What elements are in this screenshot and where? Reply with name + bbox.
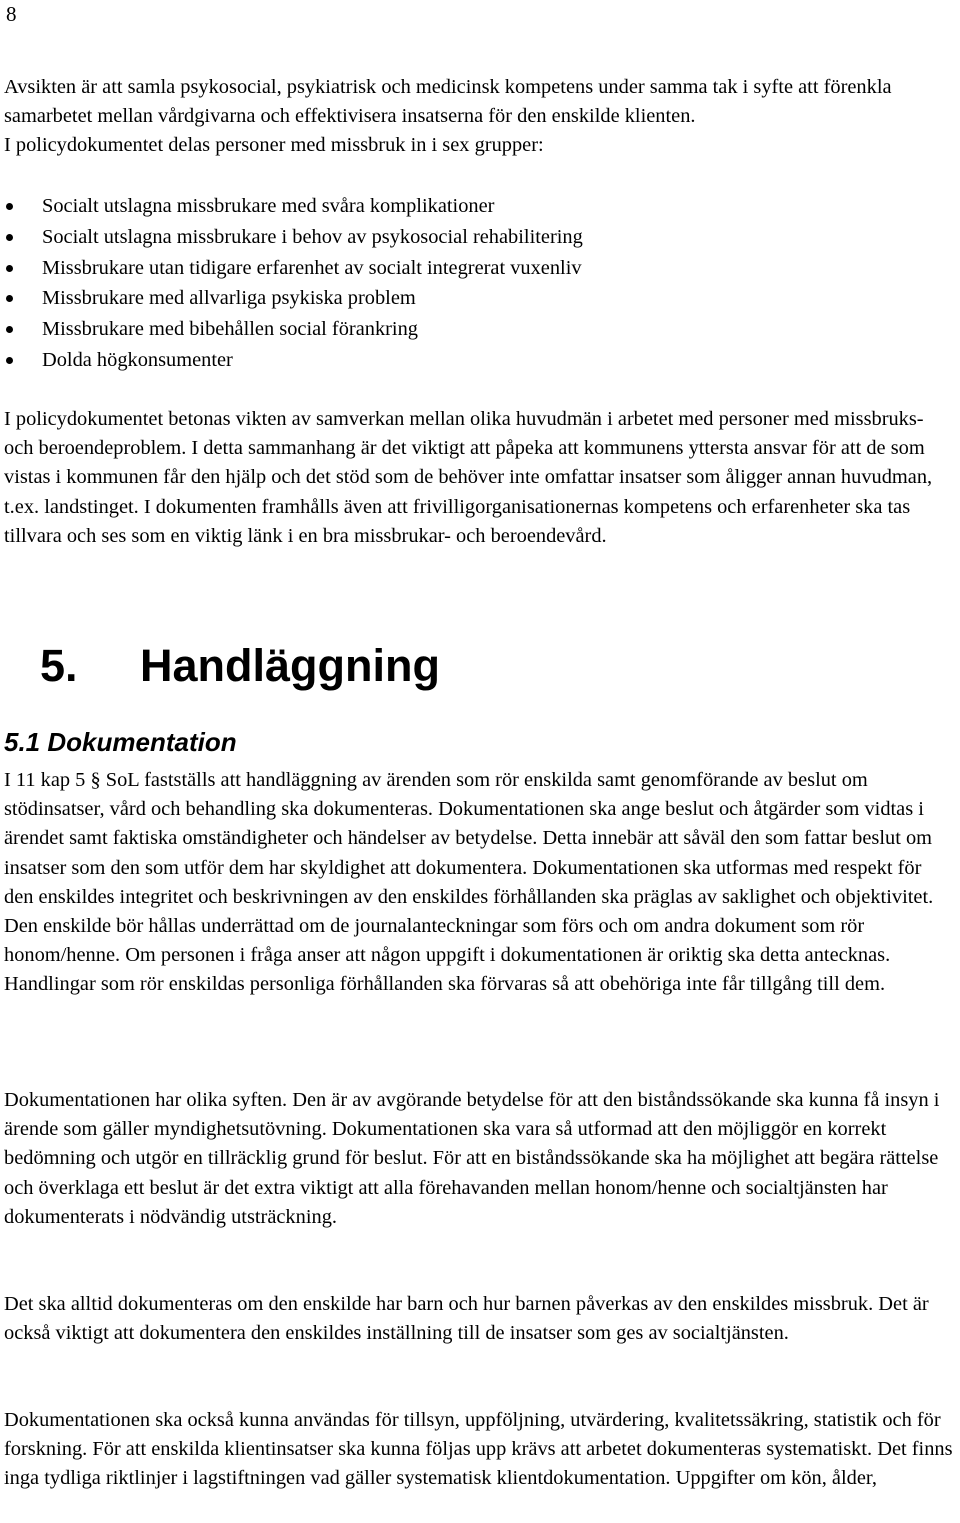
body-paragraph: Dokumentationen ska också kunna användas för tillsyn, uppföljning, utvärdering, kvalitetssäkring, statistik och för forskning. För att enskilda klientinsatser ska kunna följas upp krävs att arbetet dokumenteras systematiskt. Det finns inga tydliga riktlinjer i lagstiftningen vad gäller systematisk klientdokumentation. Uppgifter om kön, ålder,	[4, 1409, 953, 1490]
section-heading	[40, 636, 440, 696]
paragraph-4	[4, 1406, 954, 1494]
list-item	[4, 191, 954, 222]
list-item-text: Dolda högkonsumenter	[42, 348, 233, 371]
paragraph-1	[4, 766, 954, 1000]
body-paragraph: Det ska alltid dokumenteras om den enskilde har barn och hur barnen påverkas av den enskildes missbruk. Det är också viktigt att dokumentera den enskildes inställning till de insatser som ges av socialtjänsten.	[4, 1293, 929, 1345]
intro-block	[4, 73, 954, 161]
list-item-text: Missbrukare utan tidigare erfarenhet av socialt integrerat vuxenliv	[42, 256, 582, 279]
list-item	[4, 283, 954, 314]
bullet-icon	[6, 357, 13, 364]
page-number: 8	[6, 2, 17, 26]
body-paragraph: Dokumentationen har olika syften. Den är av avgörande betydelse för att den biståndssökande ska kunna få insyn i ärende som gäller myndighetsutövning. Dokumentationen ska vara så utformad att den möjliggör en korrekt bedömning och utgör en tillräcklig grund för beslut. För att en biståndssökande ska ha möjlighet att begära rättelse och överklaga ett beslut är det extra viktigt att alla förehavanden mellan honom/henne och socialtjänsten har dokumenterats i nödvändig utsträckning.	[4, 1089, 940, 1228]
bullet-icon	[6, 265, 13, 272]
list-item	[4, 345, 954, 376]
body-paragraph: I 11 kap 5 § SoL fastställs att handläggning av ärenden som rör enskilda samt genomförande av beslut om stödinsatser, vård och behandling ska dokumenteras. Dokumentationen ska ange beslut och åtgärder som vidtas i ärendet samt faktiska omständigheter och händelser av betydelse. Detta innebär att såväl den som fattar beslut om insatser som den som utför dem har skyldighet att dokumentera. Dokumentationen ska utformas med respekt för den enskildes integritet och beskrivningen av den enskildes förhållanden ska präglas av saklighet och objektivitet. Den enskilde bör hållas underrättad om de journalanteckningar som förs och om andra dokument som rör honom/henne. Om personen i fråga anser att någon uppgift i dokumentationen är oriktig ska detta antecknas. Handlingar som rör enskildas personliga förhållanden ska förvaras så att obehöriga inte får tillgång till dem.	[4, 769, 934, 996]
group-list	[4, 191, 954, 376]
paragraph-2	[4, 1086, 954, 1232]
bullet-icon	[6, 326, 13, 333]
bullet-icon	[6, 234, 13, 241]
list-item-text: Socialt utslagna missbrukare med svåra komplikationer	[42, 195, 495, 217]
groups-intro: I policydokumentet delas personer med missbruk in i sex grupper:	[4, 134, 544, 157]
list-item-text: Missbrukare med allvarliga psykiska problem	[42, 287, 416, 310]
paragraph-3	[4, 1290, 954, 1348]
list-item-text: Socialt utslagna missbrukare i behov av psykosocial rehabilitering	[42, 225, 583, 248]
list-item	[4, 253, 954, 284]
bullet-icon	[6, 203, 13, 210]
list-item	[4, 314, 954, 345]
policy-paragraph: I policydokumentet betonas vikten av samverkan mellan olika huvudmän i arbetet med personer med missbruks- och beroendeproblem. I detta sammanhang är det viktigt att påpeka att kommunens yttersta ansvar för att de som vistas i kommunen får den hjälp och det stöd som de behöver inte omfattar insatser som åligger annan huvudman, t.ex. landstinget. I dokumenten framhålls även att frivilligorganisationernas kompetens och erfarenheter ska tas tillvara och ses som en viktig länk i en bra missbrukar- och beroendevård.	[4, 408, 933, 547]
policy-block	[4, 405, 954, 551]
intro-paragraph: Avsikten är att samla psykosocial, psykiatrisk och medicinsk kompetens under samma tak i syfte att förenkla samarbetet mellan vårdgivarna och effektivisera insatserna för den enskilde klienten.	[4, 76, 892, 128]
section-number: 5.	[40, 640, 78, 691]
list-item-text: Missbrukare med bibehållen social förankring	[42, 318, 418, 341]
bullet-icon	[6, 295, 13, 302]
section-title: Handläggning	[140, 640, 440, 691]
subsection-heading: 5.1 Dokumentation	[4, 727, 237, 757]
list-item	[4, 222, 954, 253]
